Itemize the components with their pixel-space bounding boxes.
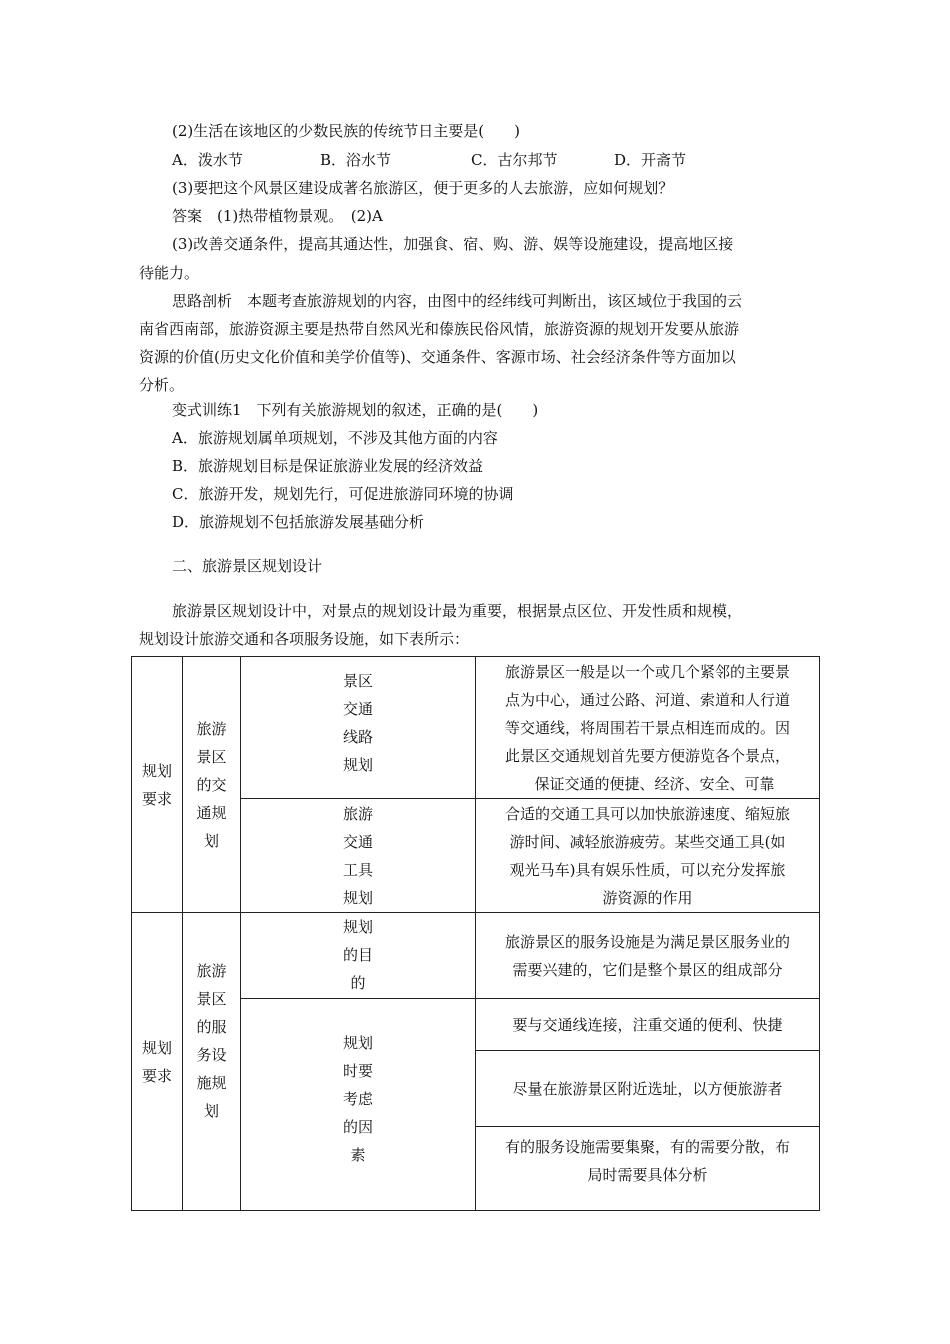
answer: 答案 (1)热带植物景观。 (2)A: [172, 207, 383, 225]
answer-3-line-2: 待能力。: [139, 264, 200, 282]
route-planning-cell: 景区 交通 线路 规划: [241, 657, 476, 799]
analysis-line-1: 思路剖析 本题考查旅游规划的内容，由图中的经纬线可判断出，该区域位于我国的云: [172, 292, 743, 310]
factor-3: 有的服务设施需要集聚，有的需要分散，布 局时需要具体分析: [476, 1127, 820, 1211]
analysis-line-2: 南省西南部，旅游资源主要是热带自然风光和傣族民俗风情，旅游资源的规划开发要从旅游: [139, 320, 740, 338]
purpose-description: 旅游景区的服务设施是为满足景区服务业的 需要兴建的，它们是整个景区的组成部分: [476, 913, 820, 999]
tool-description: 合适的交通工具可以加快旅游速度、缩短旅 游时间、减轻旅游疲劳。某些交通工具(如 观光马车)具有娱乐性质，可以充分发挥旅 游资源的作用: [476, 799, 820, 913]
variant-option-a: A．旅游规划属单项规划，不涉及其他方面的内容: [172, 429, 498, 447]
table-row: [132, 657, 820, 799]
answer-3-line-1: (3)改善交通条件，提高其通达性，加强食、宿、购、游、娱等设施建设，提高地区接: [172, 235, 734, 253]
tool-planning-cell: 旅游 交通 工具 规划: [241, 799, 476, 913]
requirement-cell-1: 规划 要求: [132, 657, 183, 913]
variant-option-d: D．旅游规划不包括旅游发展基础分析: [172, 513, 425, 531]
planning-table: [131, 656, 820, 1211]
route-description: 旅游景区一般是以一个或几个紧邻的主要景 点为中心，通过公路、河道、索道和人行道 等交通线，将周围若干景点相连而成的。因 此景区交通规划首先要方便游览各个景点， 保证交通的便捷、经济、安全、可靠: [476, 657, 820, 799]
factor-2: 尽量在旅游景区附近选址，以方便旅游者: [476, 1051, 820, 1127]
transport-planning-cell: 旅游 景区 的交 通规 划: [183, 657, 241, 913]
intro-line-1: 旅游景区规划设计中，对景点的规划设计最为重要，根据景点区位、开发性质和规模，: [172, 602, 743, 620]
variant-question: 变式训练1 下列有关旅游规划的叙述，正确的是( ): [172, 401, 539, 419]
variant-option-c: C．旅游开发，规划先行，可促进旅游同环境的协调: [172, 485, 514, 503]
q2-option-d: D．开斋节: [614, 151, 687, 169]
question-2: (2)生活在该地区的少数民族的传统节日主要是( ): [172, 122, 520, 140]
section-title: 二、旅游景区规划设计: [172, 557, 323, 575]
factor-1: 要与交通线连接，注重交通的便利、快捷: [476, 999, 820, 1051]
variant-option-b: B．旅游规划目标是保证旅游业发展的经济效益: [172, 457, 484, 475]
purpose-cell: 规划 的目 的: [241, 913, 476, 999]
analysis-line-3: 资源的价值(历史文化价值和美学价值等)、交通条件、客源市场、社会经济条件等方面加以: [139, 348, 736, 366]
intro-line-2: 规划设计旅游交通和各项服务设施，如下表所示：: [139, 630, 470, 648]
question-3: (3)要把这个风景区建设成著名旅游区，便于更多的人去旅游，应如何规划？: [172, 179, 674, 197]
table-row: [132, 913, 820, 999]
analysis-line-4: 分析。: [139, 376, 185, 394]
service-planning-cell: 旅游 景区 的服 务设 施规 划: [183, 913, 241, 1211]
q2-option-c: C．古尔邦节: [471, 151, 558, 169]
q2-option-a: A．泼水节: [172, 151, 243, 169]
factors-cell: 规划 时要 考虑 的因 素: [241, 999, 476, 1211]
q2-option-b: B．浴水节: [320, 151, 392, 169]
requirement-cell-2: 规划 要求: [132, 913, 183, 1211]
